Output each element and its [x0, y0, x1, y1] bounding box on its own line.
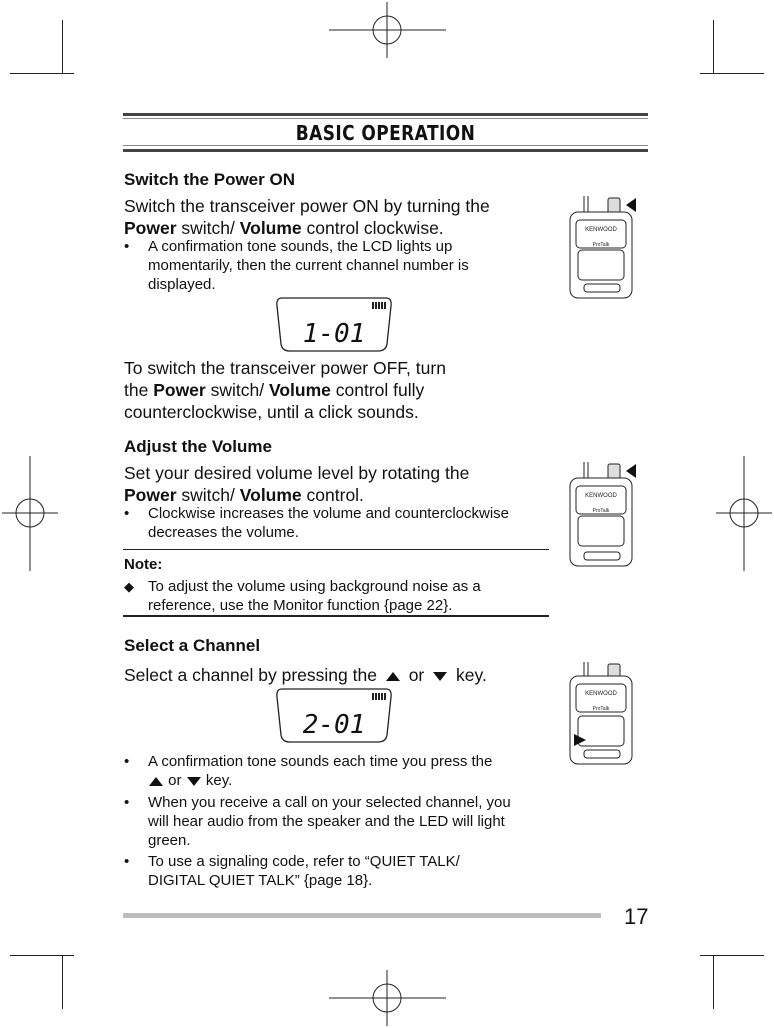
channel-intro: Select a channel by pressing the or key. [124, 665, 487, 685]
footer-bar [123, 913, 601, 918]
radio-model-label: ProTalk [592, 706, 610, 712]
power-intro: Switch the transceiver power ON by turning the Power switch/ Volume control clockwise. [124, 196, 490, 238]
heading-power: Switch the Power ON [124, 170, 295, 189]
radio-brand-label: KENWOOD [585, 691, 617, 697]
pointer-arrow-icon [626, 464, 636, 478]
radio-brand-label: KENWOOD [585, 227, 617, 233]
heading-channel: Select a Channel [124, 636, 261, 655]
volume-intro: Set your desired volume level by rotating the Power switch/ Volume control. [124, 463, 470, 505]
up-arrow-icon [385, 670, 401, 682]
heading-volume: Adjust the Volume [124, 437, 272, 456]
pointer-arrow-icon [626, 198, 636, 212]
radio-model-label: ProTalk [592, 508, 610, 514]
down-arrow-icon [432, 670, 448, 682]
power-bullet-1: • A confirmation tone sounds, the LCD lights up momentarily, then the current channel number is displayed. [124, 238, 469, 293]
channel-bullet-3: • To use a signaling code, refer to “QUIET TALK/ DIGITAL QUIET TALK” {page 18}. [124, 853, 460, 889]
page-number: 17 [624, 904, 649, 929]
lcd-display-1 [274, 296, 394, 354]
channel-bullet-1: • A confirmation tone sounds each time you press the or key. [124, 753, 493, 789]
radio-illustration-power [558, 192, 638, 302]
radio-brand-label: KENWOOD [585, 493, 617, 499]
lcd-display-2 [274, 687, 394, 745]
page-title: BASIC OPERATION [295, 121, 476, 145]
lcd-channel-1: 1-01 [302, 319, 366, 349]
section-title-bar [123, 113, 648, 155]
note-bottom-rule [123, 615, 549, 617]
radio-model-label: ProTalk [592, 242, 610, 248]
up-arrow-icon [148, 775, 164, 787]
radio-illustration-volume [558, 458, 638, 570]
lcd-channel-2: 2-01 [302, 710, 366, 740]
volume-bullet-1: • Clockwise increases the volume and counterclockwise decreases the volume. [124, 505, 509, 541]
radio-illustration-channel [558, 660, 638, 768]
channel-bullet-2: • When you receive a call on your selected channel, you will hear audio from the speaker and the LED will light green. [124, 794, 511, 849]
down-arrow-icon [186, 775, 202, 787]
note-item: ◆ To adjust the volume using background noise as a reference, use the Monitor function {page 22}. [124, 578, 481, 614]
note-label: Note: [124, 556, 163, 573]
note-top-rule [123, 549, 549, 550]
power-off-text: To switch the transceiver power OFF, turn the Power switch/ Volume control fully counterclockwise, until a click sounds. [124, 358, 446, 422]
